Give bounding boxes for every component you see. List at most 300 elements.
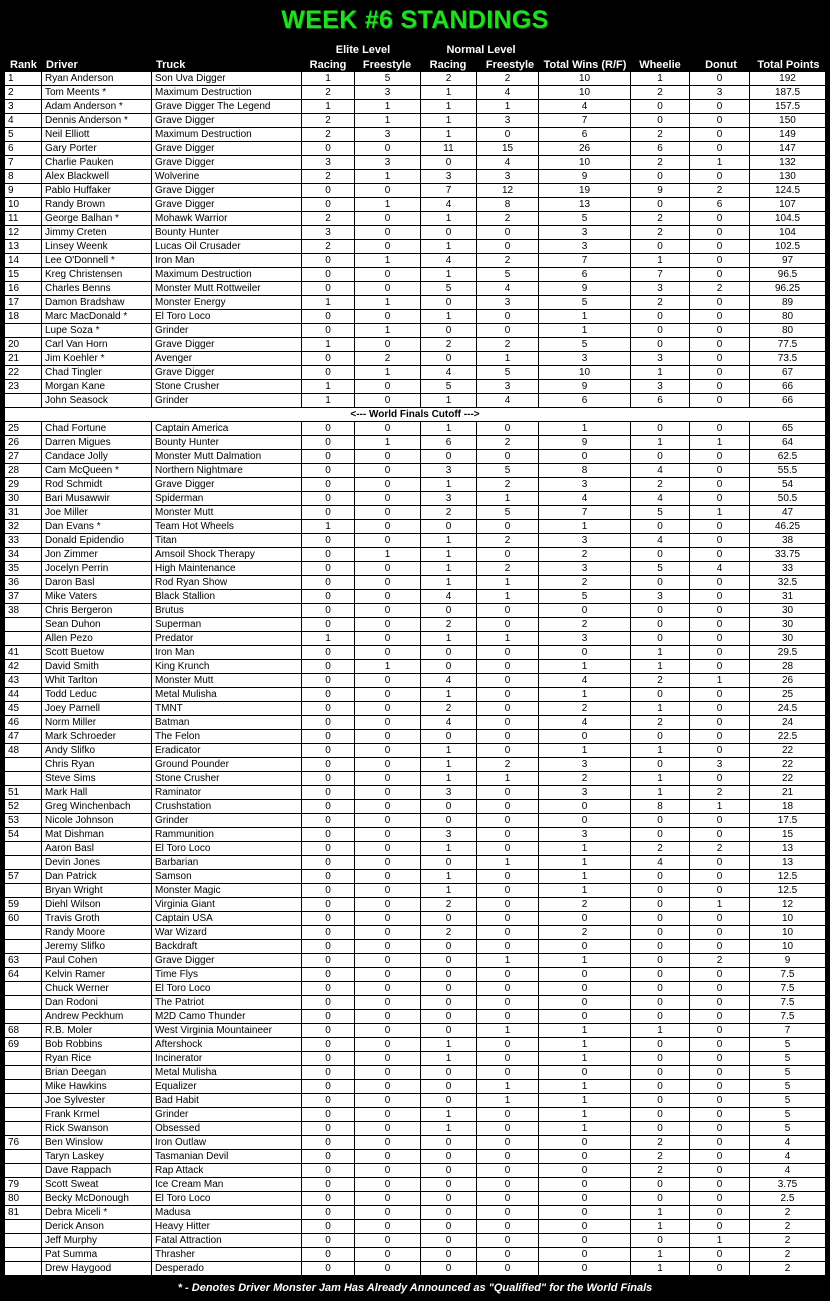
truck-cell: Maximum Destruction xyxy=(152,268,302,281)
normal-racing-cell: 0 xyxy=(421,450,477,463)
normal-racing-cell: 1 xyxy=(421,688,477,701)
donut-cell: 0 xyxy=(690,1038,750,1051)
donut-cell: 0 xyxy=(690,226,750,239)
table-row xyxy=(5,1038,825,1052)
donut-cell: 0 xyxy=(690,422,750,435)
elite-racing-cell: 0 xyxy=(302,1094,355,1107)
rank-cell: 16 xyxy=(5,282,42,295)
elite-racing-cell: 0 xyxy=(302,324,355,337)
rank-cell: 1 xyxy=(5,72,42,85)
total-wins-cell: 0 xyxy=(539,1010,631,1023)
driver-cell: Chad Tingler xyxy=(42,366,152,379)
rank-cell: 20 xyxy=(5,338,42,351)
normal-freestyle-cell: 3 xyxy=(477,114,539,127)
table-row xyxy=(5,254,825,268)
elite-freestyle-cell: 0 xyxy=(355,968,421,981)
elite-racing-cell: 1 xyxy=(302,520,355,533)
donut-cell: 0 xyxy=(690,590,750,603)
total-wins-cell: 4 xyxy=(539,674,631,687)
rank-cell: 25 xyxy=(5,422,42,435)
rank-cell: 29 xyxy=(5,478,42,491)
normal-freestyle-cell: 0 xyxy=(477,1192,539,1205)
table-row xyxy=(5,1080,825,1094)
elite-racing-cell: 0 xyxy=(302,744,355,757)
donut-cell: 0 xyxy=(690,660,750,673)
footnote: * - Denotes Driver Monster Jam Has Already Announced as "Qualified" for the World Finals xyxy=(177,1282,653,1294)
donut-cell: 0 xyxy=(690,142,750,155)
wheelie-cell: 2 xyxy=(631,212,690,225)
driver-cell: Jimmy Creten xyxy=(42,226,152,239)
truck-cell: Ice Cream Man xyxy=(152,1178,302,1191)
normal-racing-cell: 0 xyxy=(421,646,477,659)
total-points-cell: 22 xyxy=(781,745,794,756)
donut-cell: 0 xyxy=(690,296,750,309)
elite-racing-cell: 0 xyxy=(302,198,355,211)
rank-cell: 63 xyxy=(5,954,42,967)
normal-racing-cell: 1 xyxy=(421,1052,477,1065)
normal-freestyle-cell: 4 xyxy=(477,394,539,407)
total-wins-cell: 2 xyxy=(539,548,631,561)
total-wins-cell: 0 xyxy=(539,1220,631,1233)
donut-cell: 0 xyxy=(690,1192,750,1205)
truck-cell: Son Uva Digger xyxy=(152,72,302,85)
rank-cell: 36 xyxy=(5,576,42,589)
world-finals-cutoff-divider: <--- World Finals Cutoff ---> xyxy=(5,408,825,422)
elite-freestyle-cell: 0 xyxy=(355,730,421,743)
truck-cell: Bad Habit xyxy=(152,1094,302,1107)
driver-cell: Dan Patrick xyxy=(42,870,152,883)
table-row xyxy=(5,240,825,254)
wheelie-cell: 1 xyxy=(631,786,690,799)
elite-racing-cell: 1 xyxy=(302,632,355,645)
table-row xyxy=(5,156,825,170)
rank-cell xyxy=(5,1220,42,1233)
total-points-cell: 64 xyxy=(781,437,794,448)
rank-cell: 47 xyxy=(5,730,42,743)
normal-freestyle-cell: 2 xyxy=(477,534,539,547)
total-wins-cell: 5 xyxy=(539,296,631,309)
normal-freestyle-cell: 1 xyxy=(477,1094,539,1107)
rank-cell xyxy=(5,1066,42,1079)
normal-racing-cell: 0 xyxy=(421,1262,477,1275)
truck-cell: Grave Digger xyxy=(152,142,302,155)
driver-cell: Carl Van Horn xyxy=(42,338,152,351)
normal-freestyle-cell: 0 xyxy=(477,996,539,1009)
donut-cell: 0 xyxy=(690,772,750,785)
donut-cell: 3 xyxy=(690,86,750,99)
table-row xyxy=(5,702,825,716)
table-row xyxy=(5,352,825,366)
elite-freestyle-cell: 0 xyxy=(355,1094,421,1107)
elite-racing-cell: 0 xyxy=(302,842,355,855)
elite-freestyle-cell: 0 xyxy=(355,422,421,435)
wheelie-cell: 0 xyxy=(631,688,690,701)
total-wins-cell: 4 xyxy=(539,492,631,505)
elite-racing-cell: 0 xyxy=(302,604,355,617)
wheelie-cell: 1 xyxy=(631,1024,690,1037)
wheelie-cell: 0 xyxy=(631,422,690,435)
driver-cell: Becky McDonough xyxy=(42,1192,152,1205)
elite-racing-cell: 1 xyxy=(302,338,355,351)
total-wins-cell: 5 xyxy=(539,212,631,225)
rank-cell: 59 xyxy=(5,898,42,911)
wheelie-cell: 6 xyxy=(631,142,690,155)
wheelie-cell: 0 xyxy=(631,1038,690,1051)
normal-freestyle-cell: 1 xyxy=(477,100,539,113)
elite-freestyle-cell: 1 xyxy=(355,324,421,337)
total-wins-cell: 1 xyxy=(539,842,631,855)
normal-freestyle-cell: 0 xyxy=(477,450,539,463)
normal-freestyle-cell: 1 xyxy=(477,492,539,505)
normal-freestyle-cell: 0 xyxy=(477,1178,539,1191)
total-wins-cell: 7 xyxy=(539,114,631,127)
table-row xyxy=(5,800,825,814)
driver-cell: Scott Buetow xyxy=(42,646,152,659)
driver-cell: Brian Deegan xyxy=(42,1066,152,1079)
elite-racing-cell: 0 xyxy=(302,856,355,869)
normal-freestyle-cell: 0 xyxy=(477,716,539,729)
truck-cell: King Krunch xyxy=(152,660,302,673)
donut-cell: 1 xyxy=(690,436,750,449)
elite-freestyle-cell: 1 xyxy=(355,366,421,379)
wheelie-cell: 3 xyxy=(631,352,690,365)
total-points-cell: 80 xyxy=(781,325,794,336)
table-row xyxy=(5,1010,825,1024)
wheelie-cell: 0 xyxy=(631,1066,690,1079)
total-wins-cell: 2 xyxy=(539,772,631,785)
normal-racing-cell: 5 xyxy=(421,282,477,295)
driver-cell: Adam Anderson * xyxy=(42,100,152,113)
driver-cell: Norm Miller xyxy=(42,716,152,729)
truck-cell: High Maintenance xyxy=(152,562,302,575)
normal-racing-cell: 0 xyxy=(421,520,477,533)
truck-cell: Monster Mutt xyxy=(152,674,302,687)
total-points-cell: 192 xyxy=(779,73,796,84)
wheelie-cell: 0 xyxy=(631,632,690,645)
total-wins-cell: 1 xyxy=(539,856,631,869)
elite-freestyle-cell: 0 xyxy=(355,912,421,925)
donut-cell: 0 xyxy=(690,730,750,743)
elite-freestyle-cell: 0 xyxy=(355,758,421,771)
normal-freestyle-cell: 0 xyxy=(477,800,539,813)
donut-cell: 0 xyxy=(690,170,750,183)
elite-freestyle-cell: 0 xyxy=(355,1150,421,1163)
total-wins-cell: 0 xyxy=(539,1164,631,1177)
elite-racing-cell: 0 xyxy=(302,1038,355,1051)
wheelie-cell: 0 xyxy=(631,730,690,743)
donut-cell: 0 xyxy=(690,982,750,995)
normal-racing-cell: 4 xyxy=(421,254,477,267)
table-row xyxy=(5,1136,825,1150)
elite-freestyle-cell: 0 xyxy=(355,814,421,827)
table-row xyxy=(5,688,825,702)
elite-freestyle-cell: 0 xyxy=(355,1164,421,1177)
truck-cell: Monster Energy xyxy=(152,296,302,309)
wheelie-cell: 2 xyxy=(631,226,690,239)
wheelie-cell: 0 xyxy=(631,926,690,939)
rank-cell: 30 xyxy=(5,492,42,505)
total-points-cell: 124.5 xyxy=(774,185,801,196)
truck-cell: Stone Crusher xyxy=(152,380,302,393)
total-points-cell: 65 xyxy=(781,423,794,434)
truck-cell: Obsessed xyxy=(152,1122,302,1135)
donut-cell: 0 xyxy=(690,1052,750,1065)
total-wins-cell: 3 xyxy=(539,352,631,365)
col-total-wins: Total Wins (R/F) xyxy=(543,59,627,71)
donut-cell: 2 xyxy=(690,184,750,197)
donut-cell: 0 xyxy=(690,366,750,379)
total-points-cell: 7.5 xyxy=(780,997,795,1008)
donut-cell: 0 xyxy=(690,534,750,547)
normal-racing-cell: 2 xyxy=(421,506,477,519)
normal-freestyle-cell: 5 xyxy=(477,506,539,519)
driver-cell: Dan Rodoni xyxy=(42,996,152,1009)
donut-cell: 4 xyxy=(690,562,750,575)
normal-freestyle-cell: 15 xyxy=(477,142,539,155)
table-row xyxy=(5,926,825,940)
table-row xyxy=(5,1108,825,1122)
total-wins-cell: 0 xyxy=(539,800,631,813)
table-row xyxy=(5,744,825,758)
elite-racing-cell: 3 xyxy=(302,156,355,169)
normal-freestyle-cell: 2 xyxy=(477,562,539,575)
donut-cell: 1 xyxy=(690,800,750,813)
total-wins-cell: 0 xyxy=(539,1066,631,1079)
elite-freestyle-cell: 0 xyxy=(355,268,421,281)
col-wheelie: Wheelie xyxy=(639,59,681,71)
normal-freestyle-cell: 0 xyxy=(477,1052,539,1065)
col-normal-racing: Racing xyxy=(429,59,467,71)
elite-racing-cell: 0 xyxy=(302,688,355,701)
normal-racing-cell: 1 xyxy=(421,576,477,589)
normal-freestyle-cell: 1 xyxy=(477,352,539,365)
total-wins-cell: 3 xyxy=(539,478,631,491)
driver-cell: Bryan Wright xyxy=(42,884,152,897)
table-row xyxy=(5,1066,825,1080)
table-row xyxy=(5,912,825,926)
total-points-cell: 4 xyxy=(784,1151,791,1162)
normal-racing-cell: 1 xyxy=(421,422,477,435)
donut-cell: 0 xyxy=(690,1164,750,1177)
donut-cell: 0 xyxy=(690,1262,750,1275)
total-wins-cell: 0 xyxy=(539,968,631,981)
rank-cell: 15 xyxy=(5,268,42,281)
total-wins-cell: 0 xyxy=(539,1234,631,1247)
driver-cell: Greg Winchenbach xyxy=(42,800,152,813)
truck-cell: Rammunition xyxy=(152,828,302,841)
normal-freestyle-cell: 2 xyxy=(477,72,539,85)
normal-racing-cell: 5 xyxy=(421,380,477,393)
truck-cell: Superman xyxy=(152,618,302,631)
driver-cell: Damon Bradshaw xyxy=(42,296,152,309)
elite-freestyle-cell: 0 xyxy=(355,954,421,967)
elite-freestyle-cell: 0 xyxy=(355,338,421,351)
elite-freestyle-cell: 0 xyxy=(355,1262,421,1275)
normal-racing-cell: 1 xyxy=(421,758,477,771)
total-wins-cell: 1 xyxy=(539,1024,631,1037)
driver-cell: Ryan Anderson xyxy=(42,72,152,85)
wheelie-cell: 0 xyxy=(631,758,690,771)
truck-cell: Heavy Hitter xyxy=(152,1220,302,1233)
rank-cell xyxy=(5,1248,42,1261)
truck-cell: Incinerator xyxy=(152,1052,302,1065)
normal-freestyle-cell: 0 xyxy=(477,128,539,141)
donut-cell: 1 xyxy=(690,898,750,911)
total-wins-cell: 4 xyxy=(539,716,631,729)
table-row xyxy=(5,954,825,968)
total-wins-cell: 0 xyxy=(539,1192,631,1205)
normal-freestyle-cell: 4 xyxy=(477,86,539,99)
total-points-cell: 9 xyxy=(784,955,791,966)
driver-cell: Aaron Basl xyxy=(42,842,152,855)
elite-freestyle-cell: 0 xyxy=(355,492,421,505)
table-row xyxy=(5,1024,825,1038)
driver-cell: Mike Vaters xyxy=(42,590,152,603)
rank-cell: 45 xyxy=(5,702,42,715)
donut-cell: 0 xyxy=(690,1024,750,1037)
total-wins-cell: 1 xyxy=(539,1108,631,1121)
normal-racing-cell: 1 xyxy=(421,310,477,323)
table-row xyxy=(5,576,825,590)
total-wins-cell: 4 xyxy=(539,100,631,113)
rank-cell: 81 xyxy=(5,1206,42,1219)
normal-freestyle-cell: 0 xyxy=(477,884,539,897)
normal-racing-cell: 4 xyxy=(421,590,477,603)
elite-freestyle-cell: 0 xyxy=(355,562,421,575)
total-points-cell: 2 xyxy=(784,1207,791,1218)
elite-racing-cell: 0 xyxy=(302,534,355,547)
wheelie-cell: 0 xyxy=(631,898,690,911)
elite-freestyle-cell: 1 xyxy=(355,100,421,113)
driver-cell: Chris Bergeron xyxy=(42,604,152,617)
driver-cell: Rod Schmidt xyxy=(42,478,152,491)
elite-racing-cell: 0 xyxy=(302,254,355,267)
elite-racing-cell: 1 xyxy=(302,296,355,309)
wheelie-cell: 1 xyxy=(631,436,690,449)
total-wins-cell: 0 xyxy=(539,1178,631,1191)
rank-cell: 5 xyxy=(5,128,42,141)
table-row xyxy=(5,996,825,1010)
total-wins-cell: 0 xyxy=(539,450,631,463)
total-points-cell: 89 xyxy=(781,297,794,308)
driver-cell: Neil Elliott xyxy=(42,128,152,141)
driver-cell: Dave Rappach xyxy=(42,1164,152,1177)
wheelie-cell: 0 xyxy=(631,912,690,925)
donut-cell: 0 xyxy=(690,268,750,281)
wheelie-cell: 0 xyxy=(631,450,690,463)
rank-cell xyxy=(5,1262,42,1275)
elite-racing-cell: 0 xyxy=(302,996,355,1009)
rank-cell: 76 xyxy=(5,1136,42,1149)
donut-cell: 0 xyxy=(690,1150,750,1163)
normal-level-header: Normal Level xyxy=(446,44,516,56)
truck-cell: Rap Attack xyxy=(152,1164,302,1177)
elite-freestyle-cell: 0 xyxy=(355,1010,421,1023)
group-header-row xyxy=(5,43,825,57)
wheelie-cell: 0 xyxy=(631,814,690,827)
total-points-cell: 15 xyxy=(781,829,794,840)
total-points-cell: 73.5 xyxy=(777,353,798,364)
total-wins-cell: 9 xyxy=(539,436,631,449)
normal-racing-cell: 0 xyxy=(421,352,477,365)
wheelie-cell: 0 xyxy=(631,310,690,323)
truck-cell: Titan xyxy=(152,534,302,547)
normal-racing-cell: 1 xyxy=(421,128,477,141)
elite-freestyle-cell: 5 xyxy=(355,72,421,85)
rank-cell xyxy=(5,772,42,785)
normal-freestyle-cell: 5 xyxy=(477,268,539,281)
elite-racing-cell: 0 xyxy=(302,436,355,449)
driver-cell: Todd Leduc xyxy=(42,688,152,701)
rank-cell: 34 xyxy=(5,548,42,561)
normal-freestyle-cell: 2 xyxy=(477,436,539,449)
normal-racing-cell: 3 xyxy=(421,828,477,841)
donut-cell: 0 xyxy=(690,968,750,981)
elite-racing-cell: 0 xyxy=(302,464,355,477)
rank-cell: 21 xyxy=(5,352,42,365)
total-wins-cell: 13 xyxy=(539,198,631,211)
table-row xyxy=(5,520,825,534)
truck-cell: Black Stallion xyxy=(152,590,302,603)
total-wins-cell: 1 xyxy=(539,884,631,897)
normal-freestyle-cell: 0 xyxy=(477,1262,539,1275)
normal-racing-cell: 3 xyxy=(421,786,477,799)
donut-cell: 0 xyxy=(690,1206,750,1219)
total-points-cell: 7 xyxy=(784,1025,791,1036)
normal-racing-cell: 0 xyxy=(421,226,477,239)
wheelie-cell: 2 xyxy=(631,674,690,687)
elite-racing-cell: 1 xyxy=(302,394,355,407)
normal-freestyle-cell: 2 xyxy=(477,212,539,225)
rank-cell: 11 xyxy=(5,212,42,225)
elite-freestyle-cell: 0 xyxy=(355,604,421,617)
driver-cell: David Smith xyxy=(42,660,152,673)
normal-racing-cell: 1 xyxy=(421,1122,477,1135)
elite-freestyle-cell: 0 xyxy=(355,1206,421,1219)
total-points-cell: 5 xyxy=(784,1053,791,1064)
normal-freestyle-cell: 0 xyxy=(477,1234,539,1247)
elite-freestyle-cell: 0 xyxy=(355,394,421,407)
elite-racing-cell: 0 xyxy=(302,702,355,715)
table-row xyxy=(5,1192,825,1206)
total-wins-cell: 0 xyxy=(539,1150,631,1163)
driver-cell: Jeff Murphy xyxy=(42,1234,152,1247)
normal-racing-cell: 3 xyxy=(421,492,477,505)
normal-freestyle-cell: 0 xyxy=(477,940,539,953)
wheelie-cell: 0 xyxy=(631,170,690,183)
wheelie-cell: 4 xyxy=(631,492,690,505)
total-points-cell: 107 xyxy=(779,199,796,210)
donut-cell: 0 xyxy=(690,450,750,463)
normal-freestyle-cell: 0 xyxy=(477,730,539,743)
total-wins-cell: 1 xyxy=(539,310,631,323)
wheelie-cell: 9 xyxy=(631,184,690,197)
total-points-cell: 10 xyxy=(781,927,794,938)
total-points-cell: 2 xyxy=(784,1221,791,1232)
elite-racing-cell: 0 xyxy=(302,590,355,603)
truck-cell: Spiderman xyxy=(152,492,302,505)
elite-freestyle-cell: 0 xyxy=(355,142,421,155)
normal-racing-cell: 1 xyxy=(421,1038,477,1051)
truck-cell: War Wizard xyxy=(152,926,302,939)
total-wins-cell: 3 xyxy=(539,786,631,799)
driver-cell: Devin Jones xyxy=(42,856,152,869)
elite-freestyle-cell: 0 xyxy=(355,506,421,519)
normal-freestyle-cell: 0 xyxy=(477,814,539,827)
elite-freestyle-cell: 0 xyxy=(355,646,421,659)
rank-cell: 28 xyxy=(5,464,42,477)
donut-cell: 0 xyxy=(690,828,750,841)
